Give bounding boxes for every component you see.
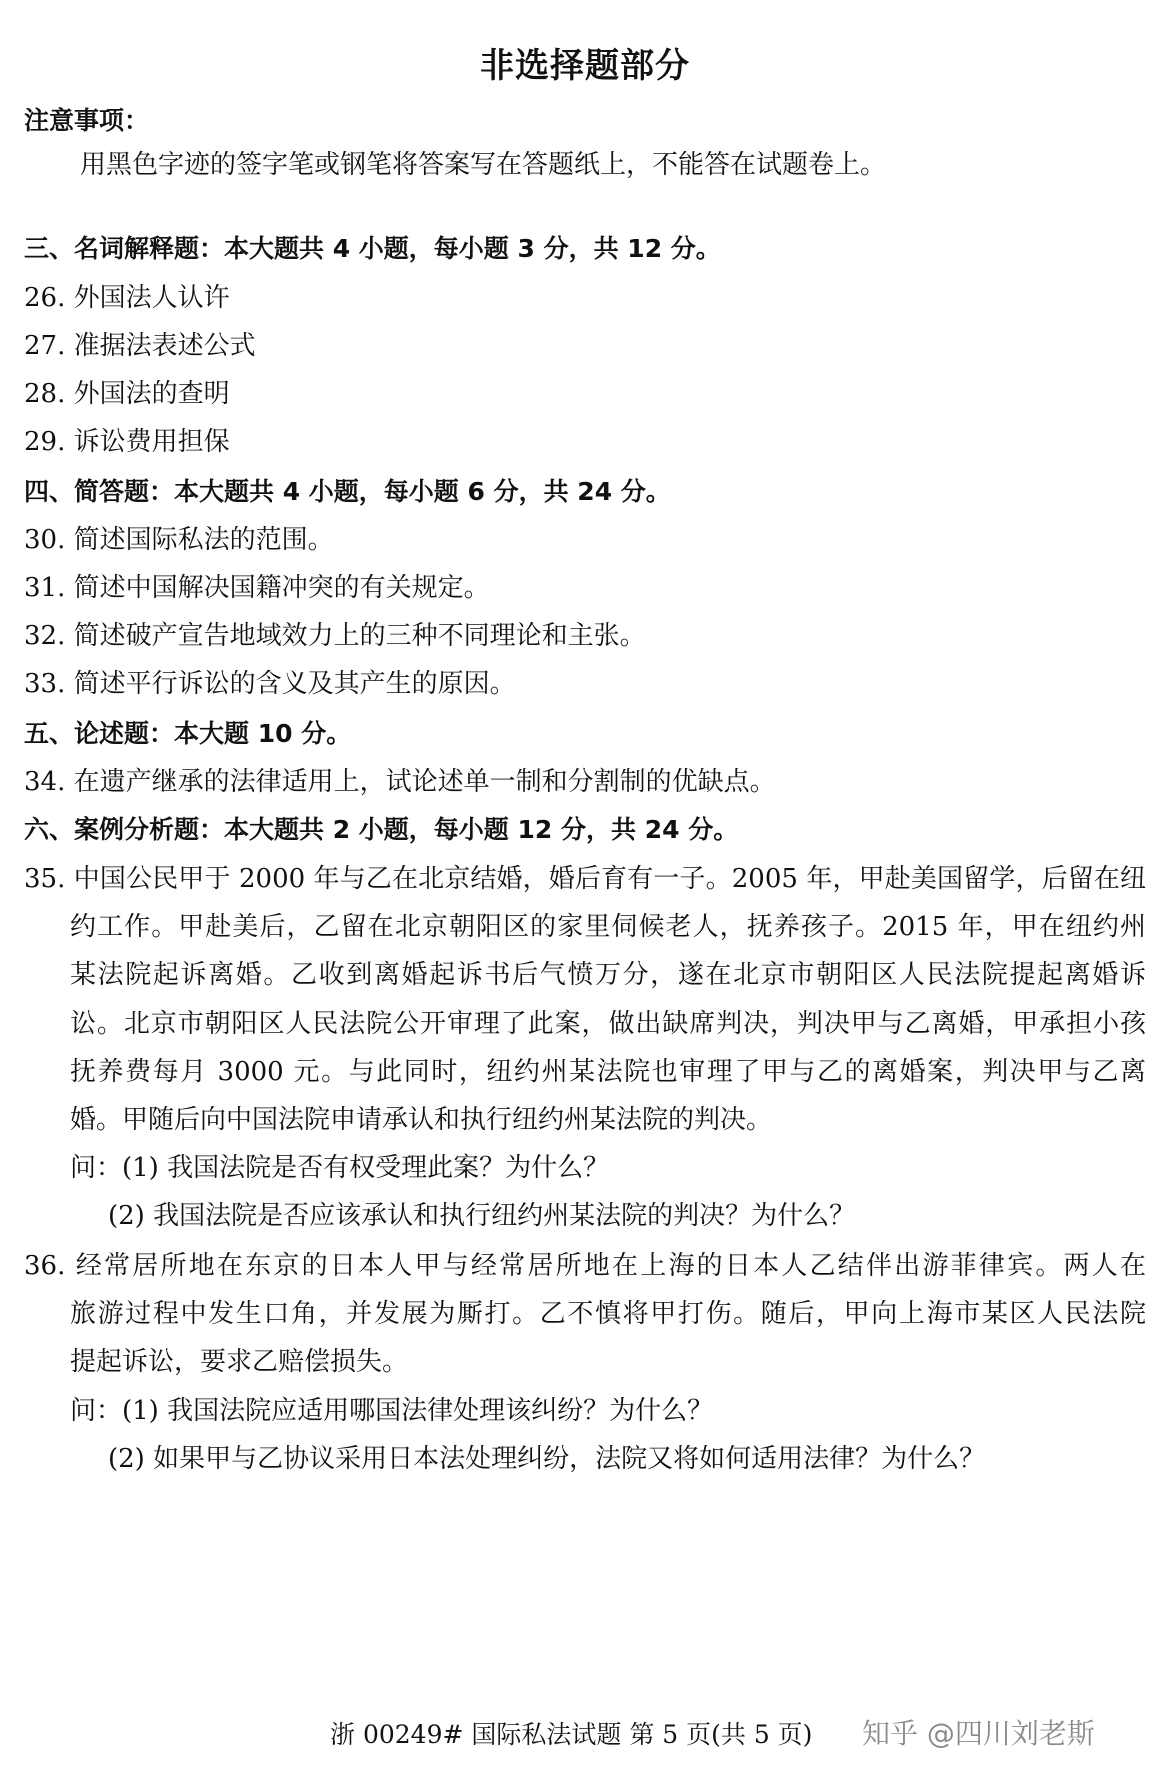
- question-31: 31. 简述中国解决国籍冲突的有关规定。: [24, 573, 490, 603]
- section6-heading: 六、案例分析题：本大题共 2 小题，每小题 12 分，共 24 分。: [24, 815, 739, 844]
- question-32: 32. 简述破产宣告地域效力上的三种不同理论和主张。: [24, 621, 646, 651]
- question-35-line: 婚。甲随后向中国法院申请承认和执行纽约州某法院的判决。: [70, 1105, 773, 1135]
- notice-heading: 注意事项：: [24, 106, 150, 135]
- section3-heading: 三、名词解释题：本大题共 4 小题，每小题 3 分，共 12 分。: [24, 234, 721, 263]
- question-36-line: 提起诉讼，要求乙赔偿损失。: [70, 1347, 409, 1377]
- question-35-sub1: 问：(1) 我国法院是否有权受理此案？为什么？: [70, 1153, 610, 1183]
- question-36-sub1: 问：(1) 我国法院应适用哪国法律处理该纠纷？为什么？: [70, 1396, 714, 1426]
- question-28: 28. 外国法的查明: [24, 379, 230, 409]
- question-30: 30. 简述国际私法的范围。: [24, 525, 334, 555]
- question-35-line: 某法院起诉离婚。乙收到离婚起诉书后气愤万分，遂在北京市朝阳区人民法院提起离婚诉: [70, 960, 1146, 990]
- question-35-line: 约工作。甲赴美后，乙留在北京朝阳区的家里伺候老人，抚养孩子。2015 年，甲在纽约州: [70, 912, 1146, 942]
- question-36-line: 旅游过程中发生口角，并发展为厮打。乙不慎将甲打伤。随后，甲向上海市某区人民法院: [70, 1299, 1146, 1329]
- question-36-line: 36. 经常居所地在东京的日本人甲与经常居所地在上海的日本人乙结伴出游菲律宾。两人在: [24, 1251, 1146, 1281]
- section5-heading: 五、论述题：本大题 10 分。: [24, 719, 352, 748]
- watermark: 知乎 @四川刘老斯: [862, 1717, 1095, 1750]
- question-35-sub2: (2) 我国法院是否应该承认和执行纽约州某法院的判决？为什么？: [108, 1201, 856, 1231]
- page-title: 非选择题部分: [480, 46, 690, 86]
- question-34: 34. 在遗产继承的法律适用上，试论述单一制和分割制的优缺点。: [24, 767, 776, 797]
- notice-text: 用黑色字迹的签字笔或钢笔将答案写在答题纸上，不能答在试题卷上。: [80, 150, 887, 180]
- page-footer: 浙 00249# 国际私法试题 第 5 页(共 5 页): [330, 1720, 813, 1749]
- question-26: 26. 外国法人认许: [24, 283, 230, 313]
- question-35-line: 35. 中国公民甲于 2000 年与乙在北京结婚，婚后育有一子。2005 年，甲赴美国留学，后留在纽: [24, 864, 1146, 894]
- question-35-line: 讼。北京市朝阳区人民法院公开审理了此案，做出缺席判决，判决甲与乙离婚，甲承担小孩: [70, 1009, 1146, 1039]
- question-36-sub2: (2) 如果甲与乙协议采用日本法处理纠纷，法院又将如何适用法律？为什么？: [108, 1444, 986, 1474]
- question-33: 33. 简述平行诉讼的含义及其产生的原因。: [24, 669, 516, 699]
- question-35-line: 抚养费每月 3000 元。与此同时，纽约州某法院也审理了甲与乙的离婚案，判决甲与乙离: [70, 1057, 1146, 1087]
- question-29: 29. 诉讼费用担保: [24, 427, 230, 457]
- question-27: 27. 准据法表述公式: [24, 331, 256, 361]
- section4-heading: 四、简答题：本大题共 4 小题，每小题 6 分，共 24 分。: [24, 477, 671, 506]
